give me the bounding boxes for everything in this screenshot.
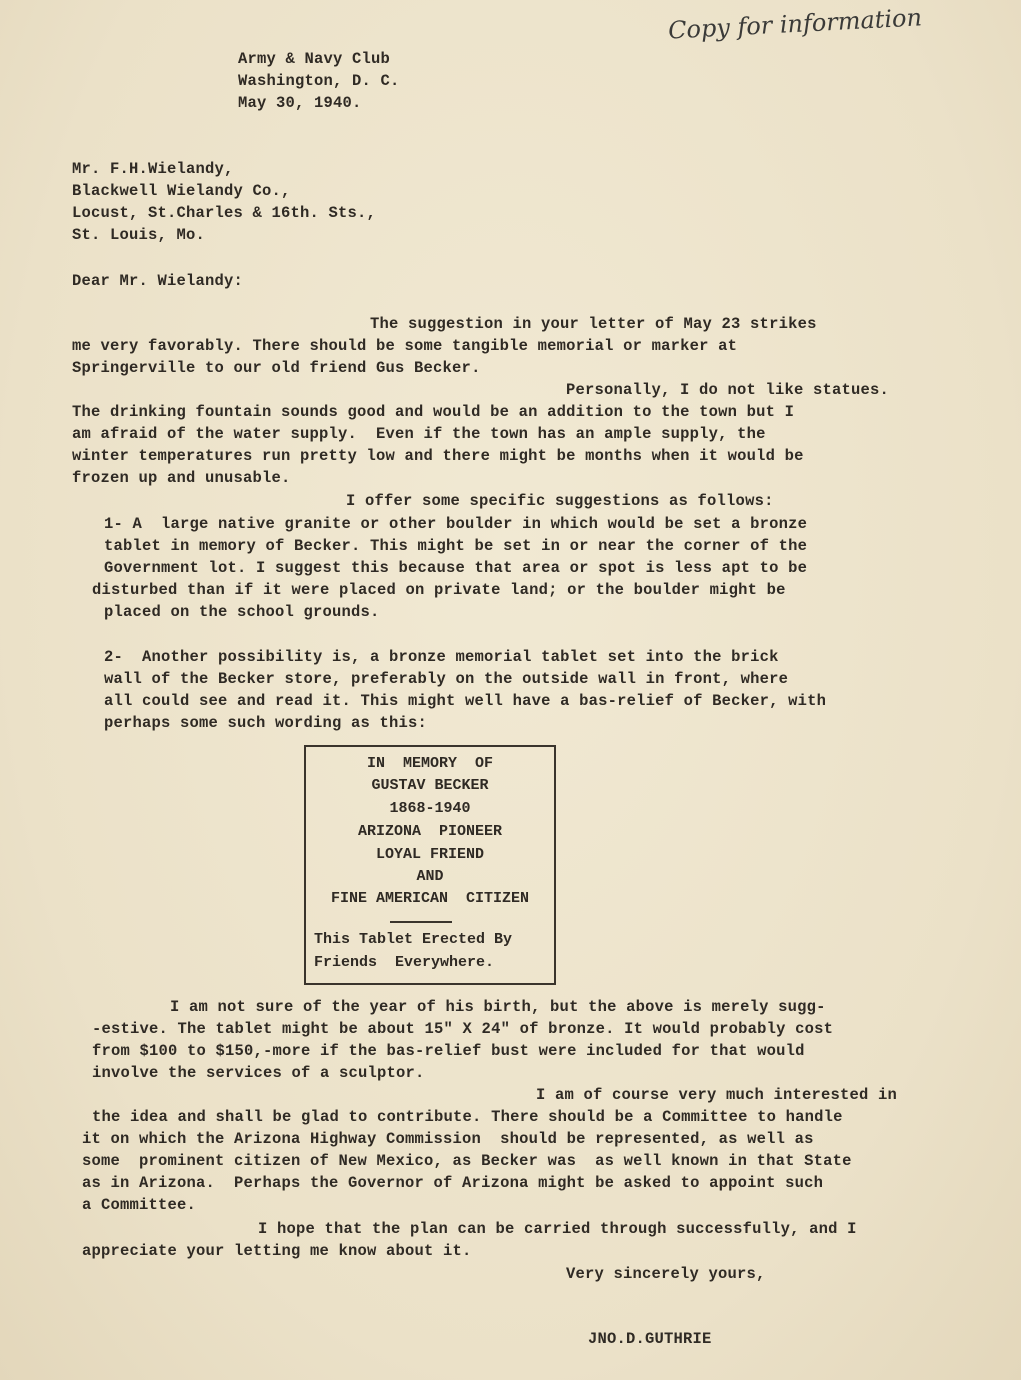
body-line: I am of course very much interested in [536, 1086, 898, 1104]
suggestion-line: tablet in memory of Becker. This might be set in or near the corner of the [104, 537, 808, 555]
tablet-line: 1868-1940 [389, 800, 471, 817]
suggestion-line: perhaps some such wording as this: [104, 714, 428, 732]
body-line: The suggestion in your letter of May 23 strikes [370, 315, 817, 333]
tablet-line: FINE AMERICAN CITIZEN [330, 890, 530, 907]
address-line: Mr. F.H.Wielandy, [72, 160, 234, 178]
body-line: I hope that the plan can be carried through successfully, and I [258, 1220, 857, 1238]
body-line: am afraid of the water supply. Even if the town has an ample supply, the [72, 425, 766, 443]
tablet-line: LOYAL FRIEND [375, 846, 485, 863]
address-line: Blackwell Wielandy Co., [72, 182, 291, 200]
signature-name: JNO.D.GUTHRIE [588, 1330, 712, 1348]
body-line: I offer some specific suggestions as follows: [346, 492, 774, 510]
suggestion-line: all could see and read it. This might well have a bas-relief of Becker, with [104, 692, 827, 710]
heading-line: Army & Navy Club [238, 50, 391, 68]
tablet-line: AND [416, 868, 444, 885]
body-line: Personally, I do not like statues. [566, 381, 890, 399]
address-line: Locust, St.Charles & 16th. Sts., [72, 204, 377, 222]
suggestion-line: wall of the Becker store, preferably on the outside wall in front, where [104, 670, 789, 688]
address-line: St. Louis, Mo. [72, 226, 206, 244]
body-line: involve the services of a sculptor. [92, 1064, 425, 1082]
heading-date: May 30, 1940. [238, 94, 362, 112]
body-line: -estive. The tablet might be about 15" X 24" of bronze. It would probably cost [92, 1020, 834, 1038]
body-line: I am not sure of the year of his birth, but the above is merely sugg- [170, 998, 826, 1016]
body-line: winter temperatures run pretty low and there might be months when it would be [72, 447, 804, 465]
tablet-line: GUSTAV BECKER [371, 777, 489, 794]
body-line: appreciate your letting me know about it. [82, 1242, 472, 1260]
suggestion-line: Government lot. I suggest this because that area or spot is less apt to be [104, 559, 808, 577]
body-line: a Committee. [82, 1196, 197, 1214]
suggestion-line: disturbed than if it were placed on private land; or the boulder might be [92, 581, 786, 599]
tablet-line: Friends Everywhere. [314, 954, 495, 971]
memorial-tablet-box [304, 745, 556, 985]
tablet-line: IN MEMORY OF [366, 755, 494, 772]
body-line: the idea and shall be glad to contribute. There should be a Committee to handle [92, 1108, 843, 1126]
body-line: as in Arizona. Perhaps the Governor of Arizona might be asked to appoint such [82, 1174, 824, 1192]
body-line: some prominent citizen of New Mexico, as Becker was as well known in that State [82, 1152, 852, 1170]
body-line: it on which the Arizona Highway Commission should be represented, as well as [82, 1130, 814, 1148]
heading-line: Washington, D. C. [238, 72, 400, 90]
tablet-divider [390, 921, 452, 923]
handwritten-note: Copy for information [667, 3, 923, 45]
body-line: frozen up and unusable. [72, 469, 291, 487]
tablet-line: ARIZONA PIONEER [357, 823, 503, 840]
suggestion-line: 1- A large native granite or other boulder in which would be set a bronze [104, 515, 808, 533]
body-line: me very favorably. There should be some tangible memorial or marker at [72, 337, 738, 355]
salutation: Dear Mr. Wielandy: [72, 272, 244, 290]
body-line: from $100 to $150,-more if the bas-relief bust were included for that would [92, 1042, 805, 1060]
tablet-line: This Tablet Erected By [314, 931, 513, 948]
body-line: The drinking fountain sounds good and would be an addition to the town but I [72, 403, 795, 421]
body-line: Springerville to our old friend Gus Becker. [72, 359, 481, 377]
suggestion-line: placed on the school grounds. [104, 603, 380, 621]
suggestion-line: 2- Another possibility is, a bronze memorial tablet set into the brick [104, 648, 779, 666]
complimentary-close: Very sincerely yours, [566, 1265, 766, 1283]
